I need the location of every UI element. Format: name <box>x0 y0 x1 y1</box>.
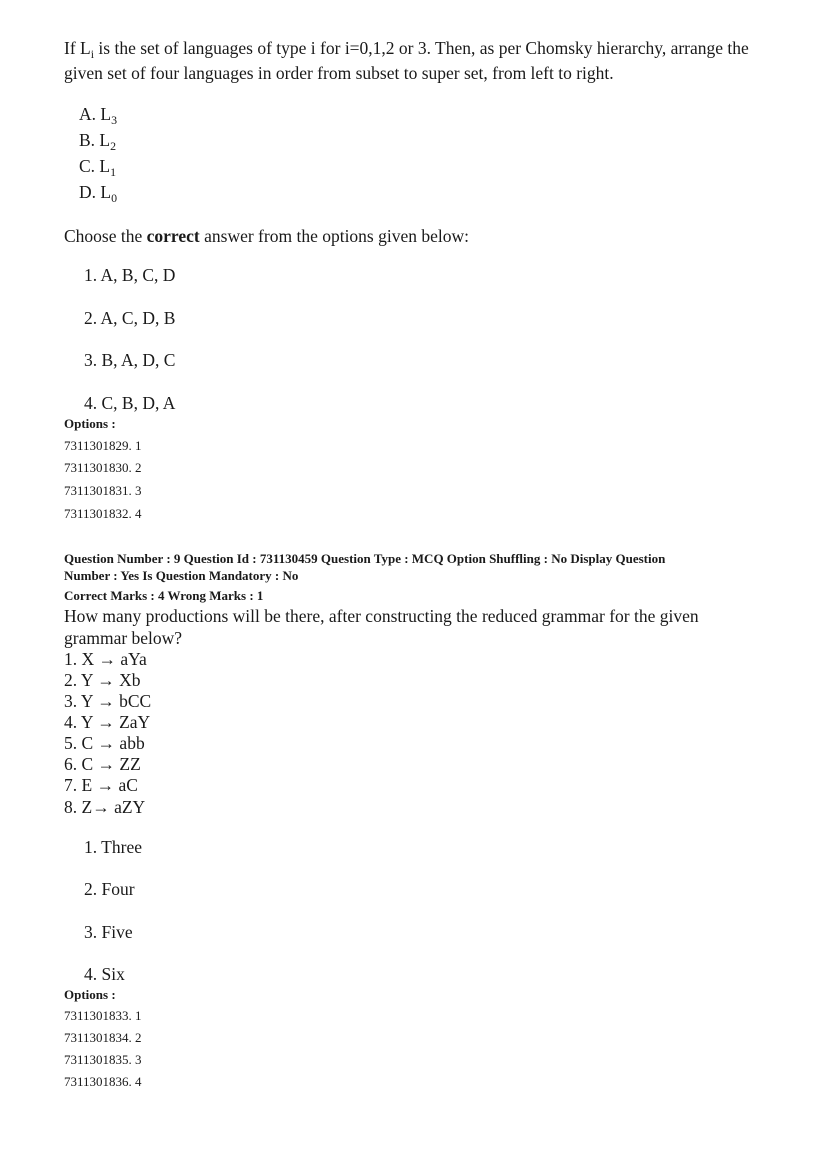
q8-item-b: B. $L_2$ <box>79 130 117 153</box>
q9-production-1: 1. X → aYa <box>64 649 147 669</box>
q9-stem-line1: How many productions will be there, after constructing the reduced grammar for the given <box>64 606 699 626</box>
q9-option-id-2: 7311301834. 2 <box>64 1030 142 1045</box>
q9-production-6: 6. C → ZZ <box>64 754 141 774</box>
q9-marks: Correct Marks : 4 Wrong Marks : 1 <box>64 588 264 603</box>
q8-item-d: D. $L_0$ <box>79 182 118 205</box>
q8-choice-1: 1. A, B, C, D <box>84 265 176 285</box>
q9-production-3: 3. Y → bCC <box>64 691 152 711</box>
q8-choice-2: 2. A, C, D, B <box>84 308 176 328</box>
q9-production-4: 4. Y → ZaY <box>64 712 151 732</box>
q8-option-id-2: 7311301830. 2 <box>64 460 142 475</box>
q8-choice-3: 3. B, A, D, C <box>84 350 176 370</box>
q8-option-id-1: 7311301829. 1 <box>64 438 142 453</box>
q9-production-7: 7. E → aC <box>64 775 138 795</box>
q9-meta-line1: Question Number : 9 Question Id : 731130459 Question Type : MCQ Option Shuffling : No Display Question <box>64 551 666 566</box>
q8-choice-4: 4. C, B, D, A <box>84 393 176 413</box>
q9-choice-2: 2. Four <box>84 879 135 899</box>
q9-choice-3: 3. Five <box>84 922 133 942</box>
q8-options-label: Options : <box>64 416 116 431</box>
q9-meta-line2: Number : Yes Is Question Mandatory : No <box>64 568 299 583</box>
q8-item-a: A. $L_3$ <box>79 104 118 127</box>
q9-production-5: 5. C → abb <box>64 733 145 753</box>
q9-stem-line2: grammar below? <box>64 628 183 648</box>
q9-choice-4: 4. Six <box>84 964 125 984</box>
q9-option-id-3: 7311301835. 3 <box>64 1052 142 1067</box>
q8-option-id-3: 7311301831. 3 <box>64 483 142 498</box>
q8-option-id-4: 7311301832. 4 <box>64 506 142 521</box>
q9-production-2: 2. Y → Xb <box>64 670 141 690</box>
q8-stem-line1: If $L_i$ is the set of languages of type i for i=0,1,2 or 3. Then, as per Chomsky hierarchy, arrange the <box>64 38 749 61</box>
q8-stem-line2: given set of four languages in order from subset to super set, from left to right. <box>64 63 614 83</box>
q8-instruction: Choose the correct answer from the options given below: <box>64 226 470 246</box>
q9-choice-1: 1. Three <box>84 837 142 857</box>
q8-item-c: C. $L_1$ <box>79 156 117 179</box>
q9-option-id-4: 7311301836. 4 <box>64 1074 142 1089</box>
q9-options-label: Options : <box>64 987 116 1002</box>
q9-production-8: 8. Z→ aZY <box>64 797 146 817</box>
q9-option-id-1: 7311301833. 1 <box>64 1008 142 1023</box>
